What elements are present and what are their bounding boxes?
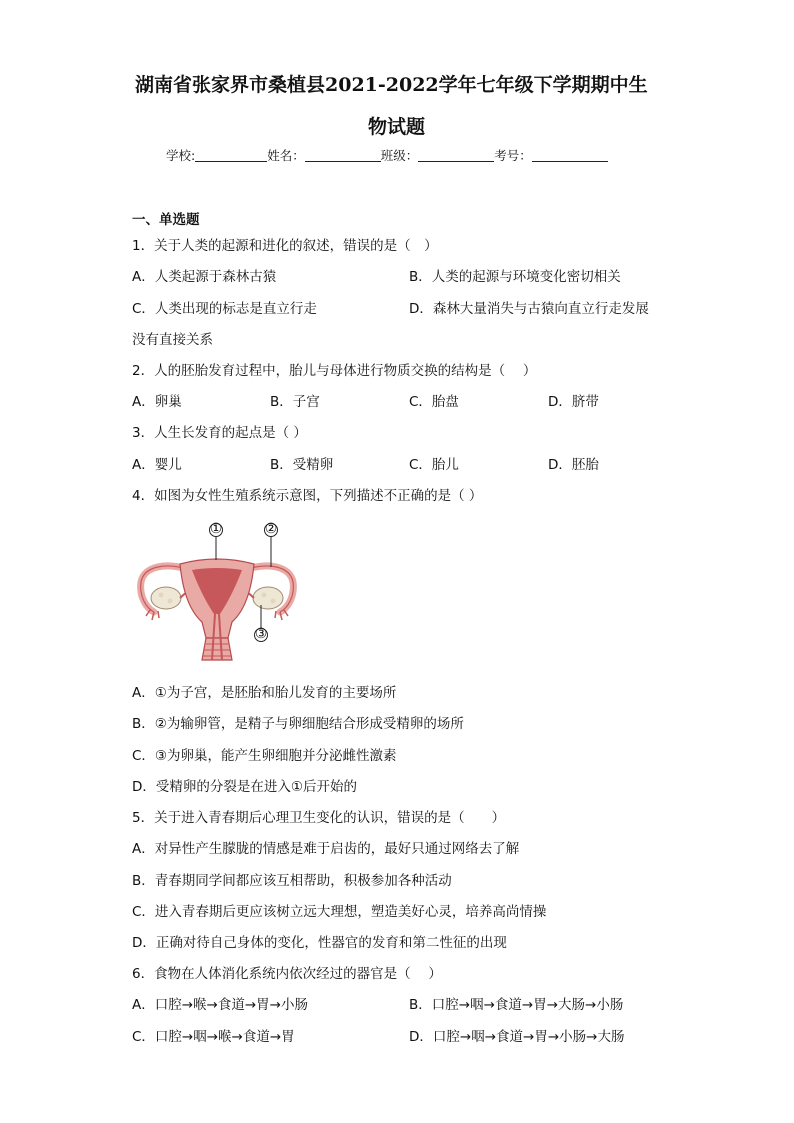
- left-ovary: [151, 587, 181, 609]
- q6-option-d: D．口腔→咽→食道→胃→小肠→大肠: [409, 1029, 625, 1045]
- figure-label-2: ②: [264, 521, 278, 537]
- q4-option-a: A．①为子宫，是胚胎和胎儿发育的主要场所: [132, 685, 397, 701]
- reproductive-system-figure: [136, 518, 298, 663]
- figure-label-1: ①: [209, 521, 223, 537]
- q4-option-c: C．③为卵巢，能产生卵细胞并分泌雌性激素: [132, 748, 397, 764]
- q3-option-c: C．胎儿: [409, 457, 459, 473]
- q1-option-c: C．人类出现的标志是直立行走: [132, 301, 317, 317]
- figure-label-3: ③: [254, 626, 268, 642]
- q5-stem: 5．关于进入青春期后心理卫生变化的认识，错误的是（ ）: [132, 810, 506, 826]
- q2-stem: 2．人的胚胎发育过程中，胎儿与母体进行物质交换的结构是（ ）: [132, 363, 537, 379]
- q6-stem: 6．食物在人体消化系统内依次经过的器官是（ ）: [132, 966, 442, 982]
- q1-option-d: D．森林大量消失与古猿向直立行走发展: [409, 301, 649, 317]
- page-title-line2: 物试题: [368, 116, 426, 138]
- class-field[interactable]: [418, 148, 494, 162]
- q5-option-a: A．对异性产生朦胧的情感是难于启齿的，最好只通过网络去了解: [132, 841, 520, 857]
- exam-no-label: 考号：: [494, 148, 532, 163]
- q6-option-b: B．口腔→咽→食道→胃→大肠→小肠: [409, 997, 624, 1013]
- student-info-line: [166, 146, 608, 164]
- class-label: 班级：: [380, 148, 419, 163]
- q5-option-d: D．正确对待自己身体的变化，性器官的发育和第二性征的出现: [132, 935, 507, 951]
- school-field[interactable]: [195, 148, 267, 162]
- q2-option-a: A．卵巢: [132, 394, 182, 410]
- school-label: 学校:: [166, 148, 196, 163]
- q1-stem: 1．关于人类的起源和进化的叙述，错误的是（ ）: [132, 238, 438, 254]
- section-heading: 一、单选题: [132, 212, 200, 228]
- q1-option-d-continuation: 没有直接关系: [132, 332, 213, 348]
- q2-option-b: B．子宫: [270, 394, 320, 410]
- q4-option-d: D．受精卵的分裂是在进入①后开始的: [132, 779, 357, 795]
- exam-no-field[interactable]: [532, 148, 608, 162]
- q5-option-b: B．青春期同学间都应该互相帮助，积极参加各种活动: [132, 873, 452, 889]
- q3-option-d: D．胚胎: [548, 457, 599, 473]
- q4-stem: 4．如图为女性生殖系统示意图，下列描述不正确的是（ ）: [132, 488, 483, 504]
- name-label: 姓名：: [267, 148, 305, 163]
- q3-stem: 3．人生长发育的起点是（ ）: [132, 425, 307, 441]
- q4-option-b: B．②为输卵管，是精子与卵细胞结合形成受精卵的场所: [132, 716, 464, 732]
- q6-option-c: C．口腔→咽→喉→食道→胃: [132, 1029, 295, 1045]
- q6-option-a: A．口腔→喉→食道→胃→小肠: [132, 997, 308, 1013]
- page-title-line1: 湖南省张家界市桑植县2021-2022学年七年级下学期期中生: [135, 74, 648, 96]
- q2-option-d: D．脐带: [548, 394, 599, 410]
- q3-option-a: A．婴儿: [132, 457, 182, 473]
- q3-option-b: B．受精卵: [270, 457, 334, 473]
- q2-option-c: C．胎盘: [409, 394, 459, 410]
- name-field[interactable]: [305, 148, 381, 162]
- vagina: [202, 638, 232, 660]
- q1-option-b: B．人类的起源与环境变化密切相关: [409, 269, 621, 285]
- right-ovary: [253, 587, 283, 609]
- q1-option-a: A．人类起源于森林古猿: [132, 269, 277, 285]
- q5-option-c: C．进入青春期后更应该树立远大理想，塑造美好心灵，培养高尚情操: [132, 904, 547, 920]
